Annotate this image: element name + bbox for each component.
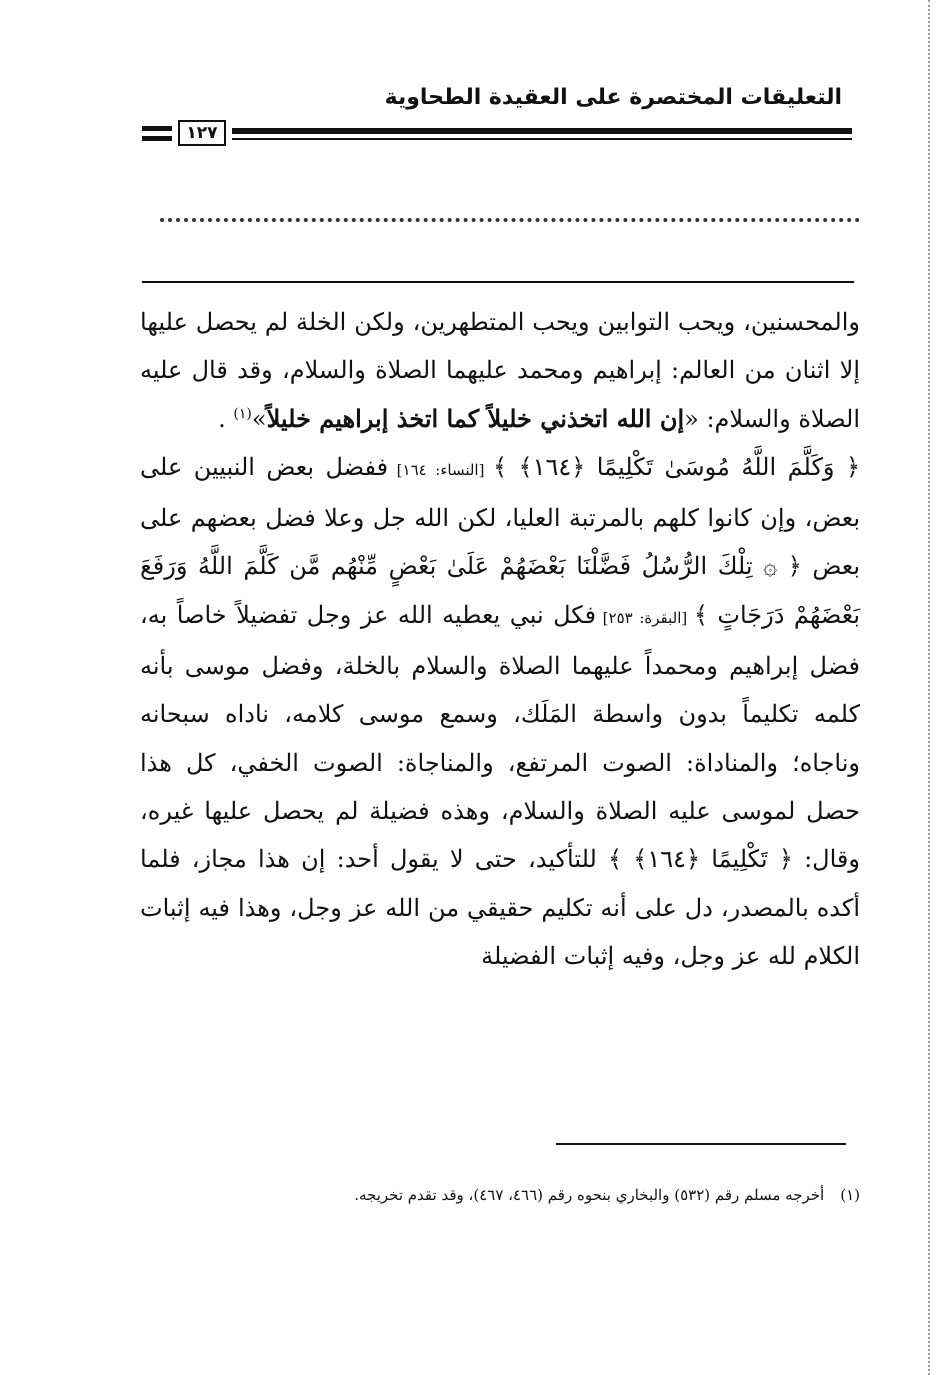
- running-title: التعليقات المختصرة على العقيدة الطحاوية: [384, 85, 842, 110]
- header-rule-thin: [232, 138, 852, 140]
- quran-verse-baqara: ﴿ ۞ تِلْكَ الرُّسُلُ فَضَّلْنَا بَعْضَهُمْ عَلَىٰ بَعْضٍ مِّنْهُم مَّن كَلَّمَ اللَّهُ وَرَفَعَ بَعْضَهُمْ دَرَجَاتٍ ﴾: [140, 552, 860, 629]
- footnote: [140, 1180, 860, 1210]
- main-text: [140, 298, 860, 980]
- page-number: ١٢٧: [178, 120, 226, 146]
- section-separator: [142, 281, 854, 283]
- paragraph-2: [140, 443, 860, 980]
- scan-edge-dotted-line: [928, 0, 930, 1375]
- hadith-quote: إن الله اتخذني خليلاً كما اتخذ إبراهيم خليلاً: [266, 403, 685, 433]
- paragraph-1-end: .: [218, 404, 234, 433]
- header-left-bar-bottom: [142, 136, 172, 141]
- paragraph-1: [140, 298, 860, 443]
- paragraph-2-text-2: فكل نبي يعطيه الله عز وجل تفضيلاً خاصاً به، فضل إبراهيم ومحمداً عليهما الصلاة والسلام بالخلة، وفضل موسى بأنه كلمه تكليماً بدون واسطة المَلَك، وسمع موسى كلامه، ناداه سبحانه وناجاه؛ والمناداة: الصوت المرتفع، والمناجاة: الصوت الخفي، كل هذا حصل لموسى عليه الصلاة والسلام، وهذه فضيلة لم يحصل عليها غيره، وقال:: [140, 600, 860, 874]
- dotted-separator: [160, 218, 860, 222]
- footnote-marker: (١): [233, 405, 252, 422]
- verse-reference-baqara: [البقرة: ٢٥٣]: [596, 608, 694, 627]
- verse-reference-nisa: [النساء: ١٦٤]: [388, 460, 494, 479]
- quran-word-takliman: ﴿ تَكْلِيمًا ﴿١٦٤﴾ ﴾: [608, 845, 793, 874]
- paragraph-1-text: والمحسنين، ويحب التوابين ويحب المتطهرين، ولكن الخلة لم يحصل عليها إلا اثنان من العالم: إبراهيم ومحمد عليهما الصلاة والسلام، وقد قال عليه الصلاة والسلام: «: [140, 308, 860, 433]
- header-rule-thick: [232, 128, 852, 134]
- hadith-close-quote: »: [251, 404, 267, 433]
- footnote-number: (١): [840, 1186, 860, 1204]
- footnote-rule: [556, 1143, 846, 1145]
- paragraph-2-text-1: ففضل بعض النبيين على بعض، وإن كانوا كلهم بالمرتبة العليا، لكن الله جل وعلا فضل بعضهم على بعض: [140, 452, 860, 581]
- paragraph-2-text-3: للتأكيد، حتى لا يقول أحد: إن هذا مجاز، فلما أكده بالمصدر، دل على أنه تكليم حقيقي من الله عز وجل، وهذا فيه إثبات الكلام لله عز وجل، وفيه إثبات الفضيلة: [140, 845, 860, 970]
- header-left-bar-top: [142, 126, 172, 131]
- footnote-text: أخرجه مسلم رقم (٥٣٢) والبخاري بنحوه رقم (٤٦٦، ٤٦٧)، وقد تقدم تخريجه.: [354, 1186, 825, 1204]
- quran-verse-nisa: ﴿ وَكَلَّمَ اللَّهُ مُوسَىٰ تَكْلِيمًا ﴿١٦٤﴾ ﴾: [493, 452, 861, 481]
